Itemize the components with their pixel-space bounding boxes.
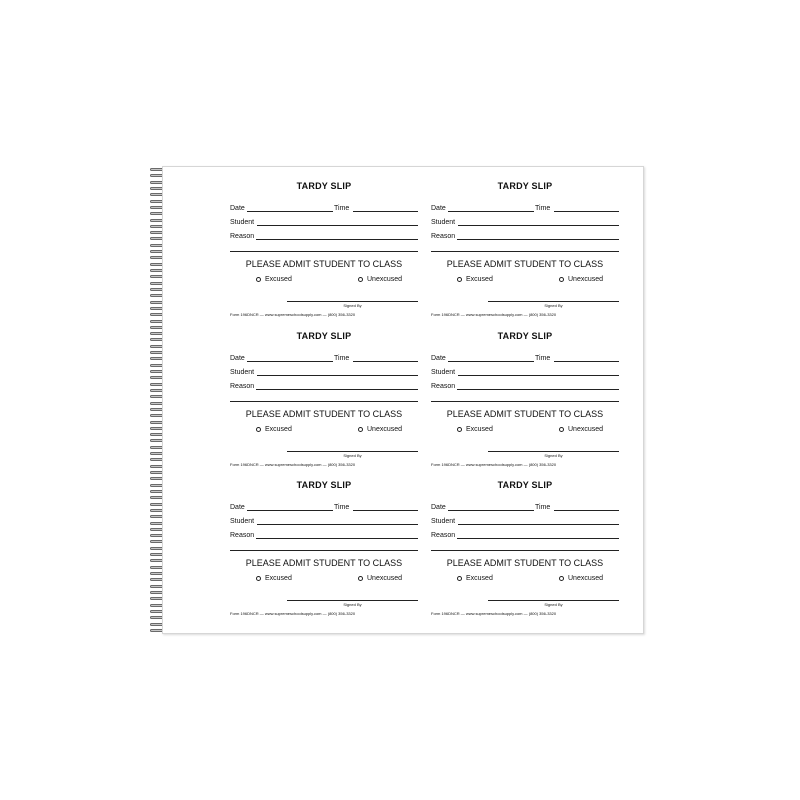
date-field[interactable] [247,510,333,511]
date-field[interactable] [247,211,333,212]
date-field[interactable] [448,361,534,362]
signed-by-label: Signed By [343,602,362,607]
student-row [431,215,619,227]
student-row [431,514,619,526]
time-field[interactable] [353,510,418,511]
slip-title: TARDY SLIP [296,181,352,191]
slip-title: TARDY SLIP [497,331,553,341]
excused-radio-icon[interactable] [256,576,261,581]
divider-line [230,550,418,551]
form-footer: Form 196DNCR — www.supremeschoolsupply.com — (800) 356-3320 [230,462,356,467]
unexcused-option[interactable] [559,575,603,582]
unexcused-radio-icon[interactable] [559,277,564,282]
unexcused-radio-icon[interactable] [358,576,363,581]
tardy-slip [230,317,418,467]
excused-radio-icon[interactable] [457,576,462,581]
form-footer: Form 196DNCR — www.supremeschoolsupply.com — (800) 356-3320 [431,462,557,467]
tardy-slip [431,317,619,467]
reason-row [230,229,418,241]
unexcused-label: Unexcused [367,426,403,433]
unexcused-label: Unexcused [367,575,403,582]
reason-field[interactable] [457,239,619,240]
date-time-row [431,500,619,512]
unexcused-label: Unexcused [568,426,604,433]
date-time-row [230,201,418,213]
signed-by-label: Signed By [544,453,563,458]
tardy-slip [230,466,418,616]
time-field[interactable] [353,361,418,362]
student-label: Student [431,219,456,226]
tardy-slip-book [162,166,644,634]
signed-by-label: Signed By [343,303,362,308]
signature-field[interactable] [488,301,619,302]
date-label: Date [230,205,245,212]
unexcused-label: Unexcused [568,276,604,283]
student-field[interactable] [257,375,418,376]
form-footer: Form 196DNCR — www.supremeschoolsupply.com — (800) 356-3320 [431,611,557,616]
excused-label: Excused [466,575,493,582]
reason-field[interactable] [256,389,418,390]
date-field[interactable] [448,510,534,511]
form-footer: Form 196DNCR — www.supremeschoolsupply.com — (800) 356-3320 [230,611,356,616]
excused-option[interactable] [457,426,493,433]
signed-by-label: Signed By [544,303,563,308]
date-label: Date [431,205,446,212]
date-label: Date [431,504,446,511]
time-field[interactable] [554,510,619,511]
reason-label: Reason [431,233,456,240]
signature-field[interactable] [488,600,619,601]
admit-heading: PLEASE ADMIT STUDENT TO CLASS [446,409,604,419]
admit-heading: PLEASE ADMIT STUDENT TO CLASS [245,558,403,568]
reason-row [230,528,418,540]
excused-radio-icon[interactable] [457,427,462,432]
tardy-slip [431,167,619,317]
time-label: Time [535,205,551,212]
signed-by-label: Signed By [544,602,563,607]
time-field[interactable] [554,361,619,362]
reason-field[interactable] [457,389,619,390]
excused-option[interactable] [457,575,493,582]
student-label: Student [230,518,255,525]
reason-field[interactable] [457,538,619,539]
excused-label: Excused [466,426,493,433]
excused-option[interactable] [256,575,292,582]
date-time-row [230,351,418,363]
student-row [230,365,418,377]
unexcused-option[interactable] [358,426,402,433]
unexcused-option[interactable] [559,426,603,433]
date-time-row [431,201,619,213]
admit-heading: PLEASE ADMIT STUDENT TO CLASS [446,558,604,568]
time-field[interactable] [353,211,418,212]
time-field[interactable] [554,211,619,212]
student-field[interactable] [458,375,619,376]
student-field[interactable] [257,524,418,525]
excused-option[interactable] [256,276,292,283]
time-label: Time [535,355,551,362]
unexcused-option[interactable] [358,575,402,582]
reason-field[interactable] [256,538,418,539]
divider-line [230,251,418,252]
student-row [230,514,418,526]
unexcused-radio-icon[interactable] [559,427,564,432]
unexcused-radio-icon[interactable] [358,277,363,282]
excused-label: Excused [265,276,292,283]
signature-field[interactable] [488,451,619,452]
tardy-slip [230,167,418,317]
student-field[interactable] [458,225,619,226]
excused-option[interactable] [256,426,292,433]
reason-row [431,229,619,241]
reason-label: Reason [431,532,456,539]
admit-heading: PLEASE ADMIT STUDENT TO CLASS [245,259,403,269]
unexcused-label: Unexcused [568,575,604,582]
time-label: Time [334,205,350,212]
form-footer: Form 196DNCR — www.supremeschoolsupply.com — (800) 356-3320 [431,312,557,317]
excused-label: Excused [265,575,292,582]
unexcused-option[interactable] [358,276,402,283]
excused-radio-icon[interactable] [256,277,261,282]
unexcused-radio-icon[interactable] [358,427,363,432]
divider-line [431,251,619,252]
student-label: Student [230,219,255,226]
divider-line [431,550,619,551]
date-field[interactable] [448,211,534,212]
signature-field[interactable] [287,600,418,601]
admit-heading: PLEASE ADMIT STUDENT TO CLASS [446,259,604,269]
reason-row [431,528,619,540]
date-field[interactable] [247,361,333,362]
time-label: Time [334,504,350,511]
student-label: Student [431,518,456,525]
tardy-slip [431,466,619,616]
divider-line [431,401,619,402]
slip-title: TARDY SLIP [497,181,553,191]
signed-by-label: Signed By [343,453,362,458]
reason-label: Reason [431,383,456,390]
student-field[interactable] [257,225,418,226]
slip-title: TARDY SLIP [296,480,352,490]
time-label: Time [334,355,350,362]
form-footer: Form 196DNCR — www.supremeschoolsupply.com — (800) 356-3320 [230,312,356,317]
excused-radio-icon[interactable] [256,427,261,432]
date-label: Date [230,504,245,511]
unexcused-label: Unexcused [367,276,403,283]
divider-line [230,401,418,402]
signature-field[interactable] [287,301,418,302]
reason-field[interactable] [256,239,418,240]
student-row [230,215,418,227]
reason-label: Reason [230,233,255,240]
date-time-row [230,500,418,512]
unexcused-radio-icon[interactable] [559,576,564,581]
reason-row [431,379,619,391]
excused-label: Excused [265,426,292,433]
student-field[interactable] [458,524,619,525]
time-label: Time [535,504,551,511]
excused-radio-icon[interactable] [457,277,462,282]
student-label: Student [431,369,456,376]
reason-label: Reason [230,532,255,539]
excused-label: Excused [466,276,493,283]
date-label: Date [230,355,245,362]
unexcused-option[interactable] [559,276,603,283]
reason-label: Reason [230,383,255,390]
slip-title: TARDY SLIP [296,331,352,341]
student-label: Student [230,369,255,376]
admit-heading: PLEASE ADMIT STUDENT TO CLASS [245,409,403,419]
date-time-row [431,351,619,363]
date-label: Date [431,355,446,362]
signature-field[interactable] [287,451,418,452]
excused-option[interactable] [457,276,493,283]
reason-row [230,379,418,391]
slip-title: TARDY SLIP [497,480,553,490]
student-row [431,365,619,377]
